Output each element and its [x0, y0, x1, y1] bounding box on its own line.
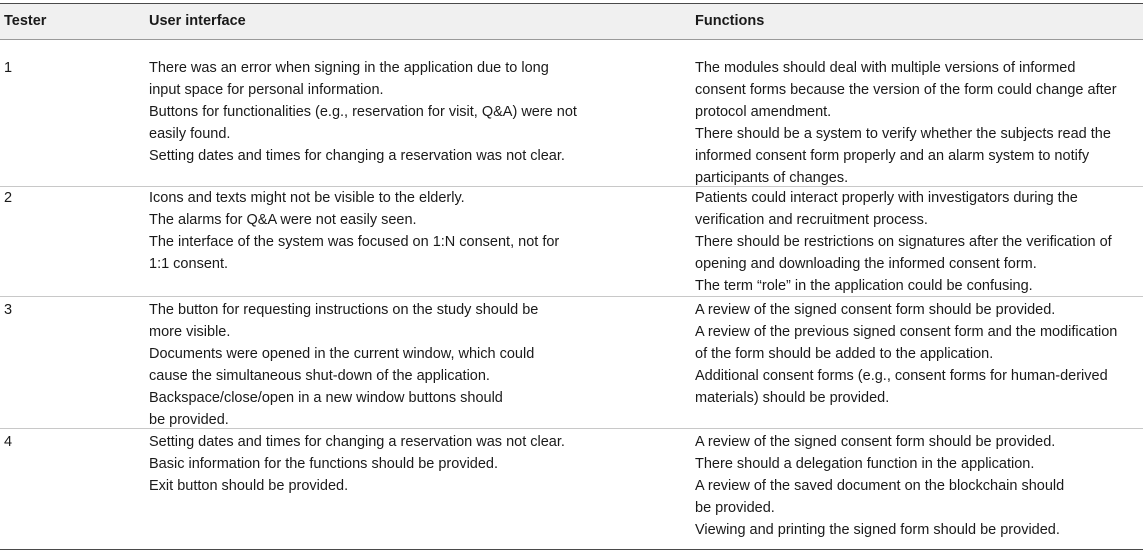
fn-line: participants of changes. [695, 170, 849, 186]
header-tester: Tester [4, 13, 47, 29]
fn-line: of the form should be added to the application. [695, 346, 994, 362]
ui-line: Exit button should be provided. [149, 478, 349, 494]
fn-line: A review of the previous signed consent form and the modification [695, 324, 1118, 340]
ui-line: There was an error when signing in the application due to long [149, 60, 549, 76]
fn-line: materials) should be provided. [695, 390, 890, 406]
user-interface-cell [149, 187, 559, 275]
ui-line: Buttons for functionalities (e.g., reservation for visit, Q&A) were not [149, 104, 577, 120]
user-interface-cell [149, 431, 565, 497]
fn-line: There should be restrictions on signatures after the verification of [695, 234, 1112, 250]
tester-cell [4, 299, 12, 321]
ui-line: The alarms for Q&A were not easily seen. [149, 212, 417, 228]
fn-line: A review of the saved document on the blockchain should [695, 478, 1065, 494]
user-interface-cell [149, 299, 538, 431]
row-divider [0, 428, 1143, 429]
ui-line: The button for requesting instructions on the study should be [149, 302, 539, 318]
ui-line: The interface of the system was focused on 1:N consent, not for [149, 234, 560, 250]
fn-line: consent forms because the version of the form could change after [695, 82, 1117, 98]
ui-line: Basic information for the functions should be provided. [149, 456, 499, 472]
fn-line: There should a delegation function in the application. [695, 456, 1035, 472]
row-divider [0, 296, 1143, 297]
tester-number: 2 [4, 190, 13, 206]
table-header-rule [0, 39, 1143, 40]
fn-line: be provided. [695, 500, 775, 516]
fn-line: The term “role” in the application could be confusing. [695, 278, 1033, 294]
tester-cell [4, 57, 12, 79]
ui-line: Setting dates and times for changing a reservation was not clear. [149, 434, 565, 450]
fn-line: opening and downloading the informed consent form. [695, 256, 1037, 272]
fn-line: Patients could interact properly with investigators during the [695, 190, 1078, 206]
tester-number: 3 [4, 302, 13, 318]
tester-number: 4 [4, 434, 13, 450]
tester-number: 1 [4, 60, 13, 76]
fn-line: informed consent form properly and an alarm system to notify [695, 148, 1090, 164]
table-header-row [0, 4, 1143, 39]
ui-line: 1:1 consent. [149, 256, 228, 272]
header-functions: Functions [695, 13, 765, 29]
ui-line: cause the simultaneous shut-down of the application. [149, 368, 490, 384]
fn-line: protocol amendment. [695, 104, 832, 120]
tester-cell [4, 187, 12, 209]
ui-line: Documents were opened in the current window, which could [149, 346, 535, 362]
ui-line: be provided. [149, 412, 229, 428]
fn-line: verification and recruitment process. [695, 212, 928, 228]
fn-line: There should be a system to verify whether the subjects read the [695, 126, 1111, 142]
ui-line: easily found. [149, 126, 231, 142]
functions-cell [695, 431, 1064, 541]
ui-line: more visible. [149, 324, 231, 340]
header-user-interface: User interface [149, 13, 246, 29]
fn-line: The modules should deal with multiple versions of informed [695, 60, 1076, 76]
ui-line: Icons and texts might not be visible to the elderly. [149, 190, 465, 206]
user-interface-cell [149, 57, 577, 167]
ui-line: Setting dates and times for changing a reservation was not clear. [149, 148, 565, 164]
tester-cell [4, 431, 12, 453]
fn-line: A review of the signed consent form should be provided. [695, 302, 1056, 318]
ui-line: input space for personal information. [149, 82, 384, 98]
functions-cell [695, 299, 1117, 409]
fn-line: A review of the signed consent form should be provided. [695, 434, 1056, 450]
ui-line: Backspace/close/open in a new window buttons should [149, 390, 503, 406]
functions-cell [695, 187, 1112, 297]
functions-cell [695, 57, 1117, 189]
fn-line: Viewing and printing the signed form should be provided. [695, 522, 1060, 538]
table-bottom-rule [0, 549, 1143, 550]
fn-line: Additional consent forms (e.g., consent forms for human-derived [695, 368, 1108, 384]
